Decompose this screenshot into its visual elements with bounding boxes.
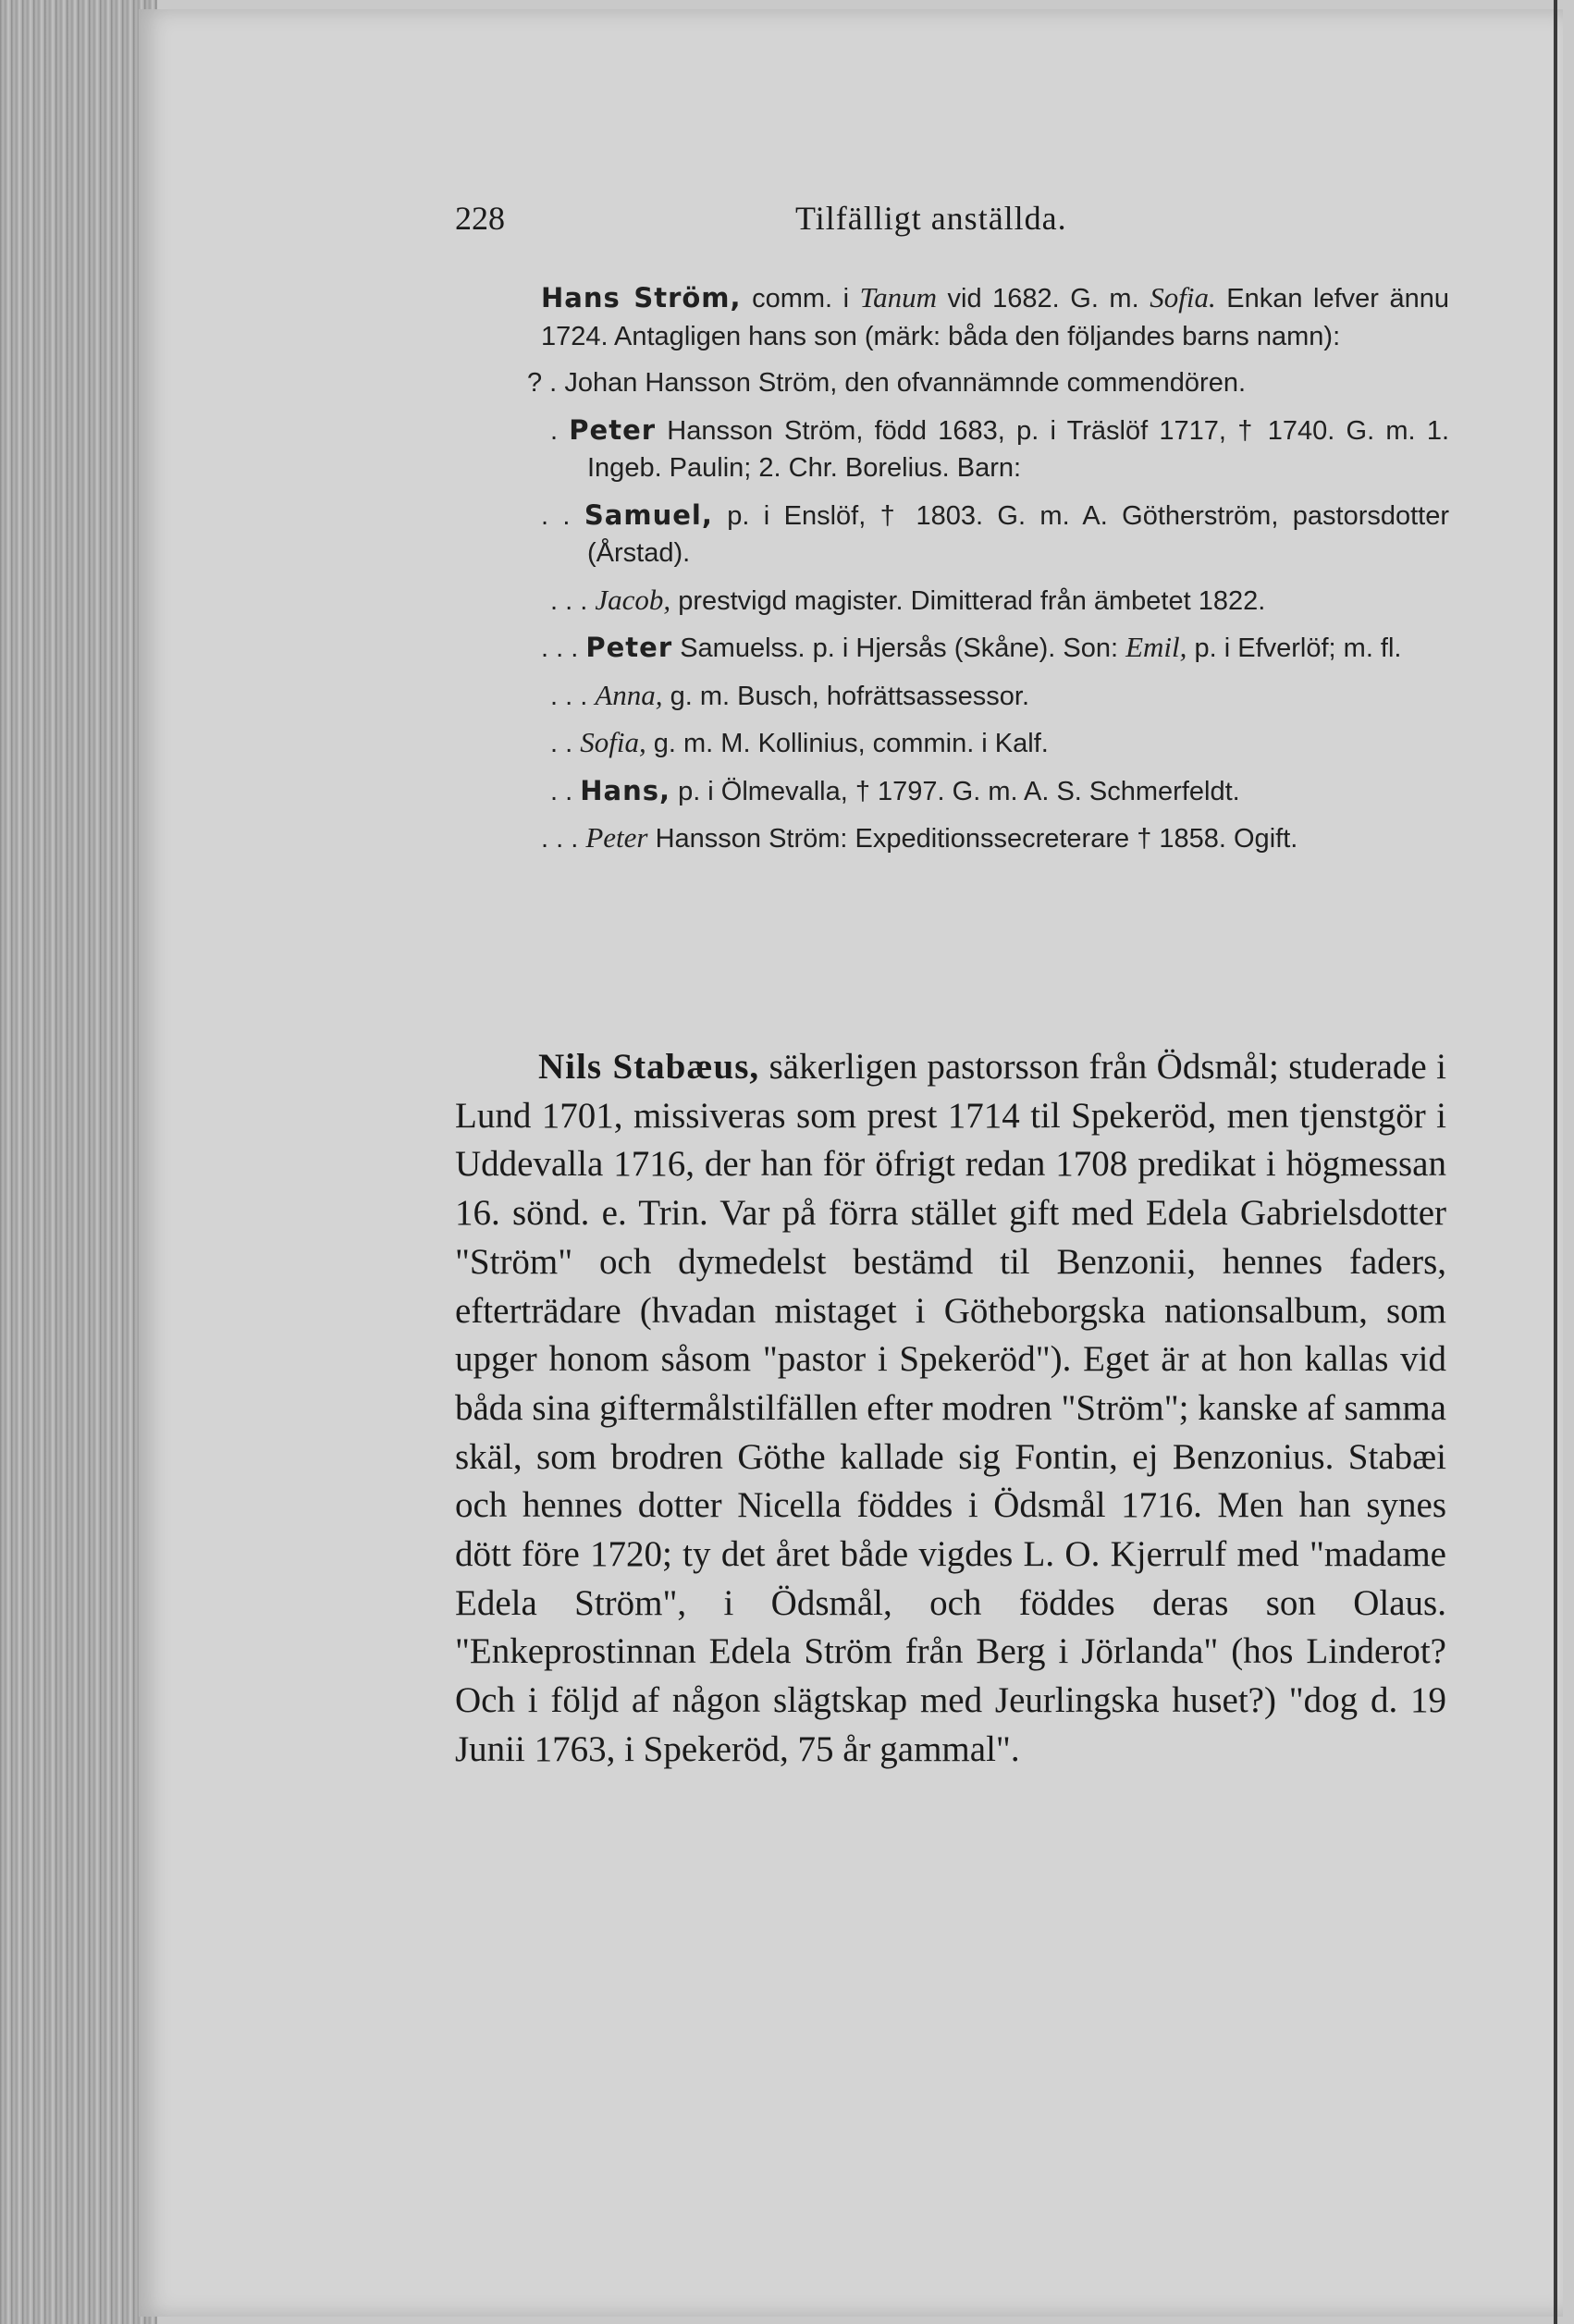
entry-text: prestvigd magister. Dimitterad från ämbetet 1822. — [678, 585, 1266, 616]
entry-italic: Emil, — [1125, 631, 1187, 663]
entry-jacob — [550, 582, 1449, 621]
genealogy-entries — [527, 279, 1450, 867]
entry-text: Samuelss. p. i Hjersås (Skåne). Son: — [680, 633, 1119, 663]
entry-text: p. i Enslöf, † 1803. G. m. A. Götherström, pastorsdotter (Årstad). — [587, 500, 1450, 568]
book-page-edges — [0, 0, 157, 2324]
entry-peter — [550, 412, 1449, 487]
entry-italic: Peter — [585, 821, 648, 854]
entry-italic: Tanum — [859, 281, 937, 314]
entry-lead: Peter — [569, 413, 657, 446]
entry-text: p. i Ölmevalla, † 1797. G. m. A. S. Schmerfeldt. — [678, 776, 1240, 806]
entry-prefix: . . . — [541, 824, 579, 854]
entry-text: comm. i — [752, 284, 850, 314]
entry-lead: Samuel, — [584, 498, 713, 531]
entry-text: vid 1682. G. m. — [947, 284, 1139, 314]
entry-hans — [550, 772, 1449, 811]
entry-text: p. i Efverlöf; m. fl. — [1194, 633, 1402, 663]
entry-prefix: . . . — [550, 681, 588, 711]
entry-prefix: . . — [541, 500, 571, 531]
entry-text: Hansson Ström, född 1683, p. i Träslöf 1717, † 1740. G. m. 1. Ingeb. Paulin; 2. Chr. Borelius. Barn: — [587, 415, 1450, 483]
entry-text: g. m. Busch, hofrättsassessor. — [670, 681, 1030, 711]
entry-text: Johan Hansson Ström, den ofvannämnde commendören. — [564, 368, 1247, 398]
body-paragraph — [455, 1043, 1446, 1775]
entry-samuel — [541, 497, 1450, 572]
person-name: Nils Stabæus, — [538, 1047, 760, 1087]
entry-anna — [550, 677, 1449, 716]
entry-text: g. m. M. Kollinius, commin. i Kalf. — [653, 729, 1049, 758]
page-number: 228 — [455, 200, 505, 237]
entry-johan — [527, 364, 1449, 402]
entry-italic: Anna, — [595, 678, 663, 711]
entry-text: Hansson Ström: Expeditionssecreterare † 1858. Ogift. — [655, 824, 1298, 854]
entry-italic: Sofia. — [1150, 281, 1216, 314]
entry-italic: Sofia, — [580, 726, 646, 758]
entry-prefix: . . . — [541, 633, 579, 663]
entry-lead: Hans Ström, — [541, 282, 742, 314]
entry-prefix: . . — [550, 729, 573, 758]
entry-prefix: . — [550, 415, 559, 446]
gutter-rule — [1554, 0, 1557, 2324]
entry-prefix: ? . — [527, 368, 558, 398]
entry-lead: Hans, — [580, 774, 670, 806]
paragraph-text: säkerligen pastorsson från Ödsmål; studerade i Lund 1701, missiveras som prest 1714 til Spekeröd, men tjenstgör i Uddevalla 1716, der han för öfrigt redan 1708 predikat i högmessan 16. sönd. e. Trin. Var på förra stället gift med Edela Gabrielsdotter "Ström" och dymedelst bestämd til Benzonii, hennes faders, efterträdare (hvadan mistaget i Götheborgska nationsalbum, som upger honom såsom "pastor i Spekeröd"). Eget är at hon kallas vid båda sina giftermålstilfällen efter modren "Ström"; kanske af samma skäl, som brodren Göthe kallade sig Fontin, ej Benzonius. Stabæi och hennes dotter Nicella föddes i Ödsmål 1716. Men han synes dött före 1720; ty det året både vigdes L. O. Kjerrulf med "madame Edela Ström", i Ödsmål, och föddes deras son Olaus. "Enkeprostinnan Edela Ström från Berg i Jörlanda" (hos Linderot? Och i följd af någon slägtskap med Jeurlingska huset?) "dog d. 19 Junii 1763, i Spekeröd, 75 år gammal". — [455, 1047, 1447, 1769]
entry-text: Enkan lefver ännu 1724. Antagligen hans son (märk: båda den följandes barns namn): — [541, 284, 1450, 351]
entry-peter-samuelss — [541, 629, 1449, 668]
main-paragraph — [455, 1043, 1446, 1775]
entry-prefix: . . — [550, 776, 573, 806]
entry-prefix: . . . — [550, 585, 588, 616]
page-header — [455, 199, 1445, 245]
entry-sofia — [550, 724, 1449, 763]
entry-hans-strom — [541, 279, 1449, 355]
running-title: Tilfälligt anställda. — [795, 200, 1067, 237]
entry-peter-hansson — [541, 819, 1449, 858]
entry-lead: Peter — [585, 632, 673, 663]
entry-italic: Jacob, — [595, 583, 671, 616]
